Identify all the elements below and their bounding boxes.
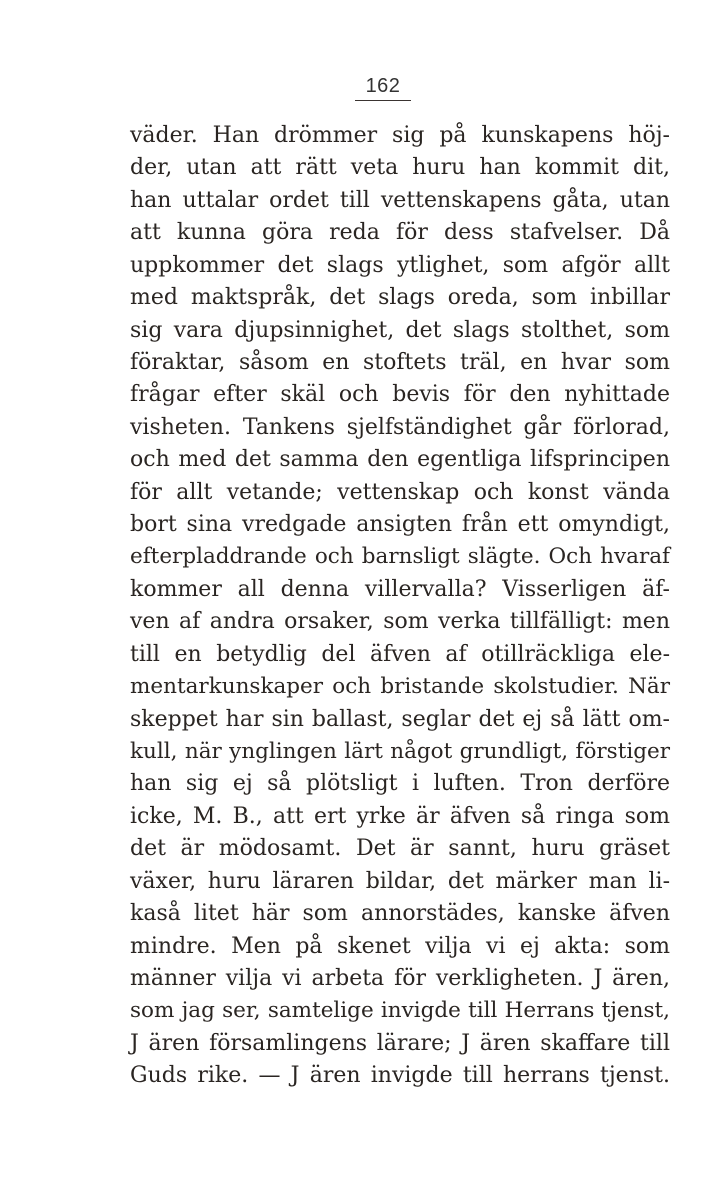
page-number: 162 — [365, 75, 401, 97]
text-line: det är mödosamt. Det är sannt, huru gräset — [130, 836, 670, 862]
text-line: till en betydlig del äfven af otillräckliga ele- — [130, 641, 670, 667]
text-line: växer, huru läraren bildar, det märker man li- — [130, 868, 670, 894]
text-line: han sig ej så plötsligt i luften. Tron derföre — [130, 771, 670, 797]
text-line: för allt vetande; vettenskap och konst vända — [130, 479, 670, 505]
text-line: sig vara djupsinnighet, det slags stolthet, som — [130, 317, 670, 343]
text-line: att kunna göra reda för dess stafvelser. Då — [130, 220, 670, 246]
page-number-rule — [355, 100, 411, 101]
text-line: visheten. Tankens sjelfständighet går förlorad, — [130, 414, 670, 440]
text-line: som jag ser, samtelige invigde till Herrans tjenst, — [130, 998, 670, 1024]
text-line: väder. Han drömmer sig på kunskapens höj- — [130, 123, 670, 148]
text-line: och med det samma den egentliga lifsprincipen — [130, 447, 670, 473]
text-line: bort sina vredgade ansigten från ett omyndigt, — [130, 512, 670, 538]
text-line: mindre. Men på skenet vilja vi ej akta: som — [130, 933, 670, 959]
text-line: frågar efter skäl och bevis för den nyhittade — [130, 382, 670, 408]
text-line: icke, M. B., att ert yrke är äfven så ringa som — [130, 803, 670, 829]
text-line: föraktar, såsom en stoftets träl, en hvar som — [130, 349, 670, 375]
text-line: uppkommer det slags ytlighet, som afgör allt — [130, 252, 670, 278]
text-line: der, utan att rätt veta huru han kommit dit, — [130, 155, 670, 181]
text-line: mentarkunskaper och bristande skolstudier. När — [130, 674, 670, 700]
text-line: efterpladdrande och barnsligt slägte. Och hvaraf — [130, 544, 670, 570]
text-line: männer vilja vi arbeta för verkligheten. J ären, — [130, 965, 670, 991]
text-line: J ären församlingens lärare; J ären skaffare till — [130, 1030, 670, 1056]
text-line: skeppet har sin ballast, seglar det ej så lätt om- — [130, 706, 670, 732]
body-text — [130, 120, 670, 1093]
text-line: Guds rike. — J ären invigde till herrans tjenst. — [130, 1063, 670, 1089]
text-line: kommer all denna villervalla? Visserligen äf- — [130, 576, 670, 602]
text-line: kull, när ynglingen lärt något grundligt, förstiger — [130, 739, 670, 765]
text-line: med maktspråk, det slags oreda, som inbillar — [130, 285, 670, 311]
text-line: kaså litet här som annorstädes, kanske äfven — [130, 901, 670, 927]
text-line: han uttalar ordet till vettenskapens gåta, utan — [130, 187, 670, 213]
text-line: ven af andra orsaker, som verka tillfälligt: men — [130, 609, 670, 635]
